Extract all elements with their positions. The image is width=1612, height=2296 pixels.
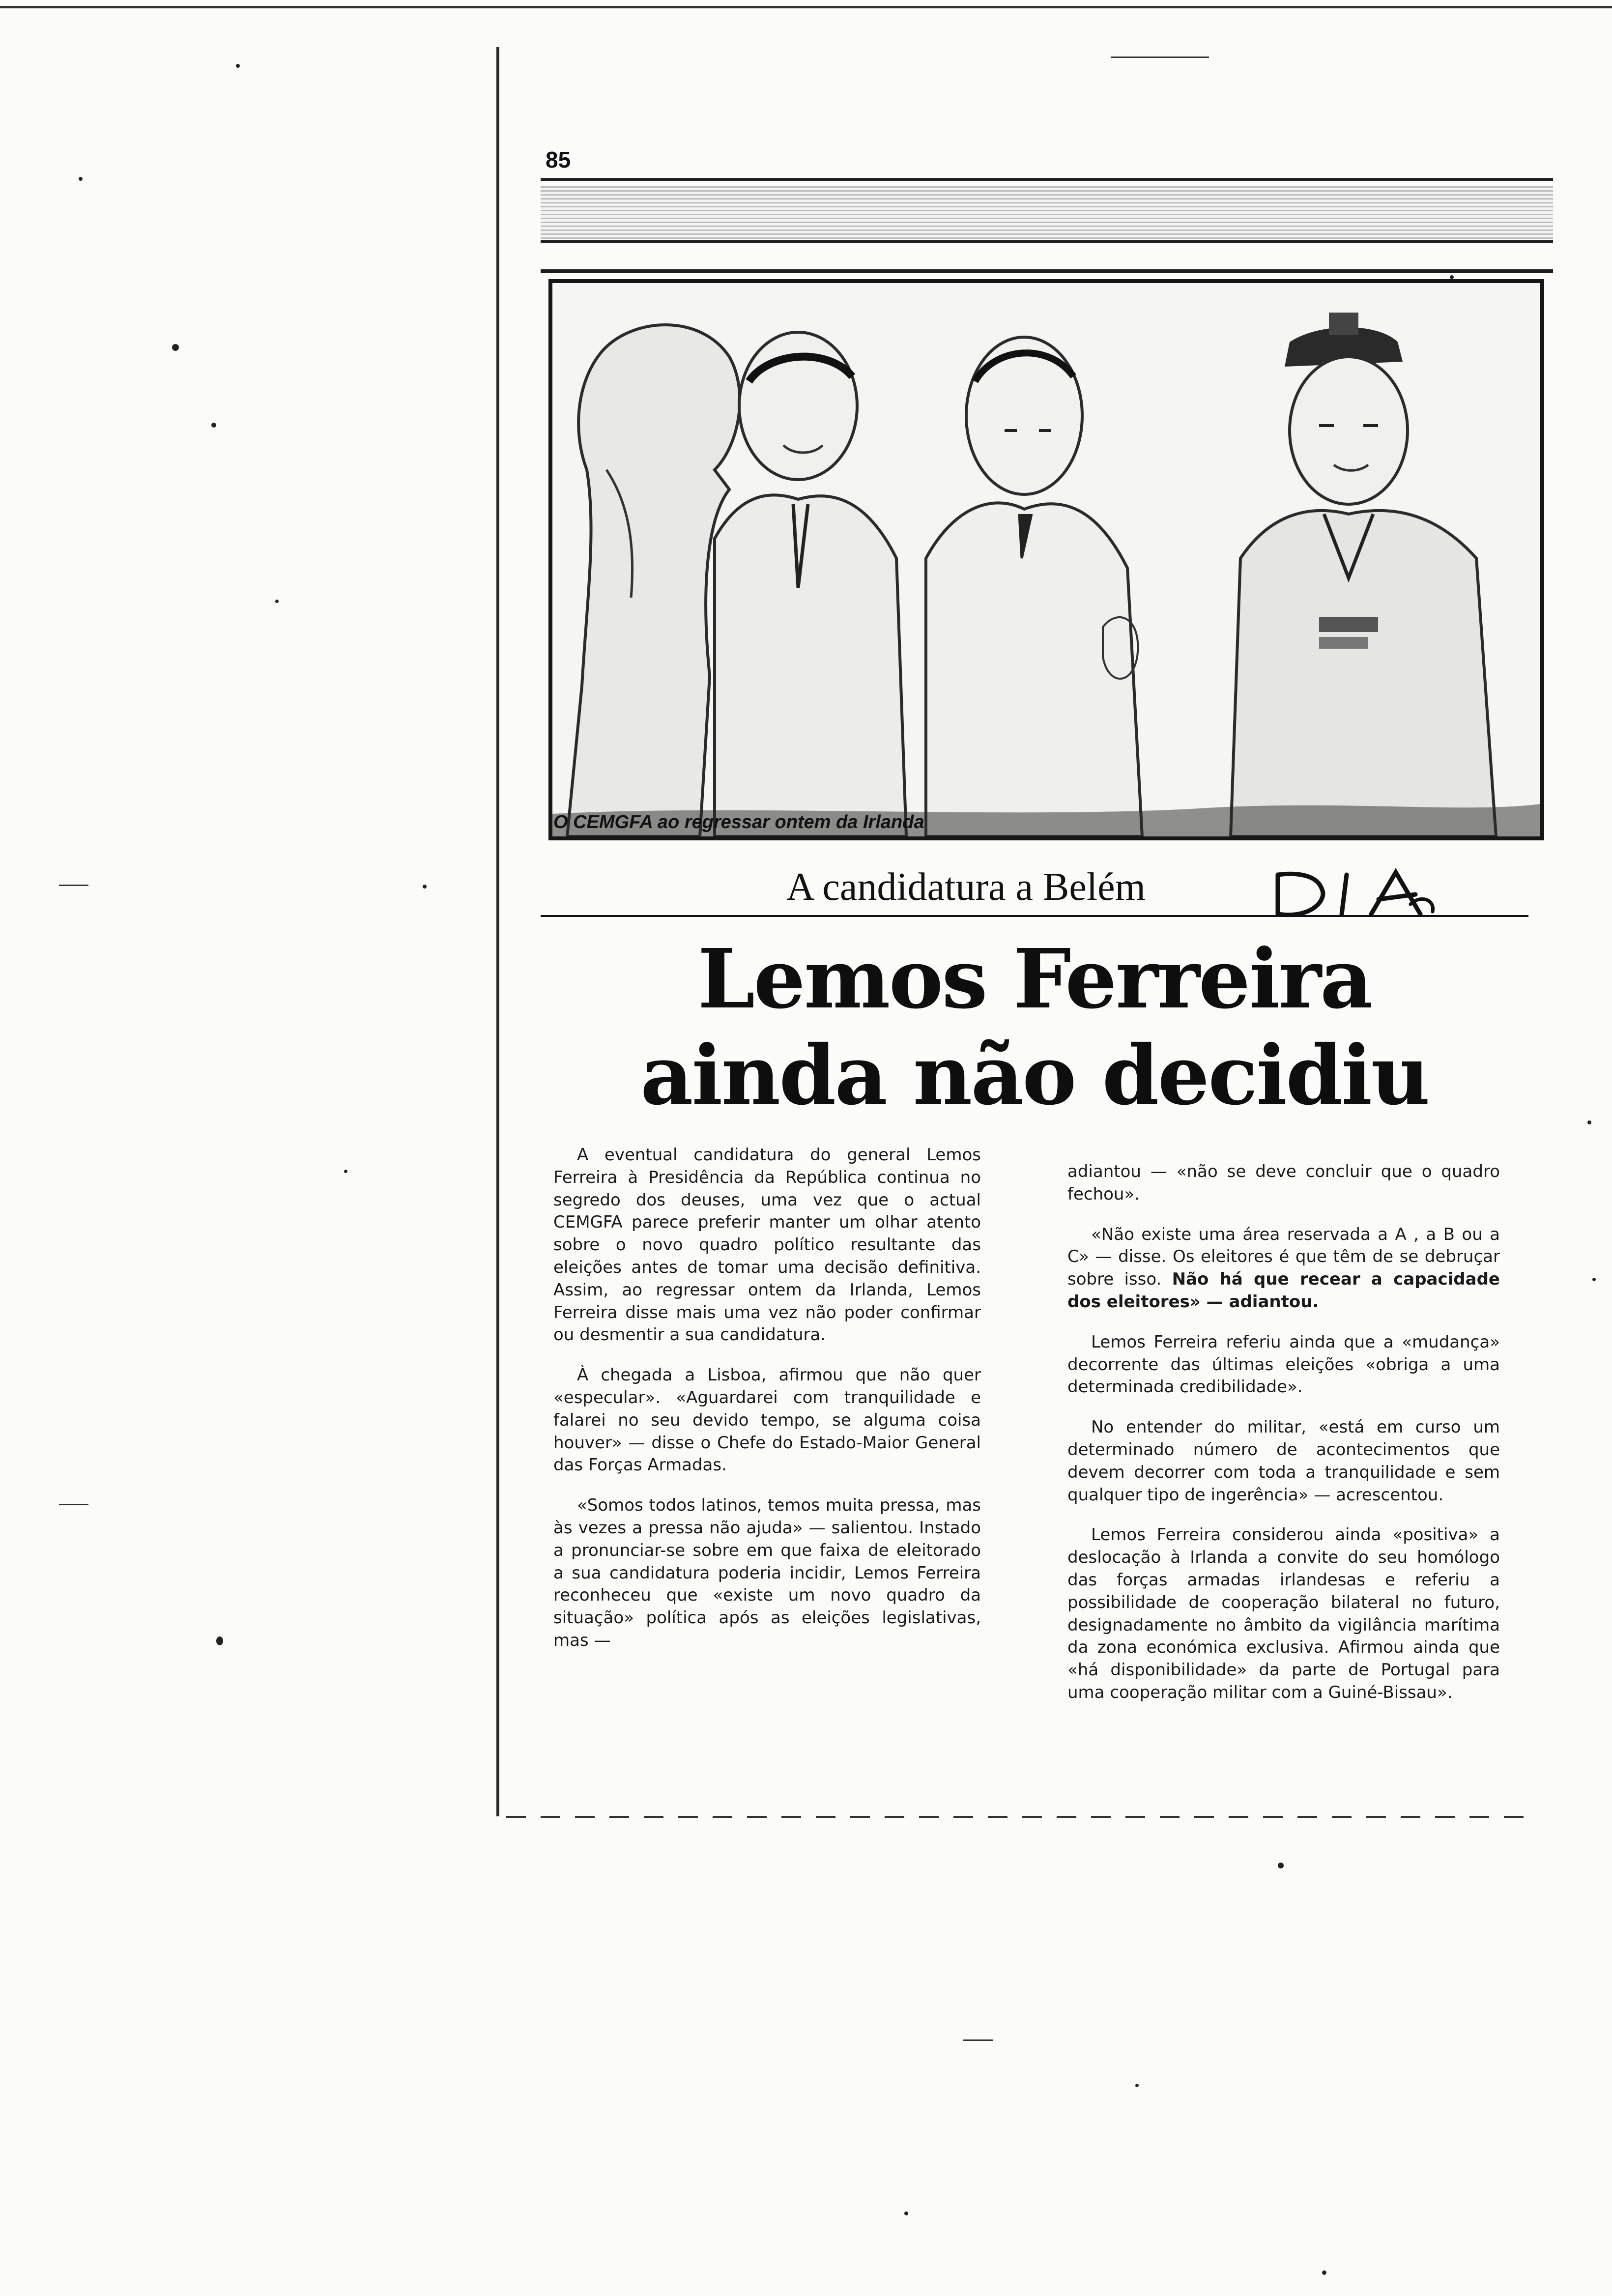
article-paragraph: «Somos todos latinos, temos muita pressa, mas às vezes a pressa não ajuda» — salientou. Instado a pronunciar-se sobre em que faixa de eleitorado a sua candidatura poderia incidir, Lemos Ferreira reconheceu que «existe um novo quadro da situação» política após as eleições legislativas, mas — (553, 1495, 981, 1650)
headline-line-2: ainda não decidiu (640, 1028, 1429, 1123)
handwritten-annotation (1273, 865, 1440, 924)
article-column-right (1067, 1161, 1500, 1722)
clipping-bottom-edge (506, 1816, 1528, 1818)
article-paragraph: A eventual candidatura do general Lemos Ferreira à Presidência da República continua no segredo dos deuses, uma vez que o actual CEMGFA parece preferir manter um olhar atento sobre o novo quadro político resultante das eleições antes de tomar uma decisão definitiva. Assim, ao regressar ontem da Irlanda, Lemos Ferreira disse mais uma vez não poder confirmar ou desmentir a sua candidatura. (553, 1145, 981, 1345)
header-rule (541, 269, 1553, 273)
article-paragraph (1067, 1224, 1500, 1314)
article-paragraph: No entender do militar, «está em curso um determinado número de acontecimentos que devem decorrer com toda a tranquilidade e sem qualquer tipo de ingerência» — acrescentou. (1067, 1417, 1500, 1505)
photo-group-of-men (552, 283, 1540, 836)
article-paragraph: À chegada a Lisboa, afirmou que não quer «especular». «Aguardarei com tranquilidade e falarei no seu devido tempo, se alguma coisa houver» — disse o Chefe do Estado-Maior General das Forças Armadas. (553, 1365, 981, 1475)
quote-text: «Não existe uma área reservada a A , a B ou a C» — disse. Os eleitores é que têm de se debruçar sobre isso. (1067, 1224, 1500, 1290)
headline (541, 931, 1528, 1124)
quote-text-bold: Não há que recear a capacidade dos eleitores» — adiantou. (1067, 1269, 1500, 1312)
headline-line-1: Lemos Ferreira (697, 931, 1372, 1027)
header-band (541, 186, 1553, 239)
article-column-left (553, 1144, 981, 1670)
photo-caption: O CEMGFA ao regressar ontem da Irlanda (553, 812, 924, 832)
article-paragraph: Lemos Ferreira referiu ainda que a «mudança» decorrente das últimas eleições «obriga a uma determinada credibilidade». (1067, 1332, 1500, 1397)
header-rule (541, 240, 1553, 243)
article-paragraph: Lemos Ferreira considerou ainda «positiva» a deslocação à Irlanda a convite do seu homólogo das forças armadas irlandesas e referiu a possibilidade de cooperação bilateral no futuro, designadamente no âmbito da vigilância marítima da zona económica exclusiva. Afirmou ainda que «há disponibilidade» da parte de Portugal para uma cooperação militar com a Guiné-Bissau». (1067, 1525, 1500, 1702)
kicker: A candidatura a Belém (786, 865, 1146, 909)
news-photo (548, 279, 1544, 840)
page-number: 85 (546, 147, 571, 172)
header-rule (541, 178, 1553, 181)
page-top-rule (0, 6, 1612, 8)
article-paragraph: adiantou — «não se deve concluir que o quadro fechou». (1067, 1162, 1500, 1204)
